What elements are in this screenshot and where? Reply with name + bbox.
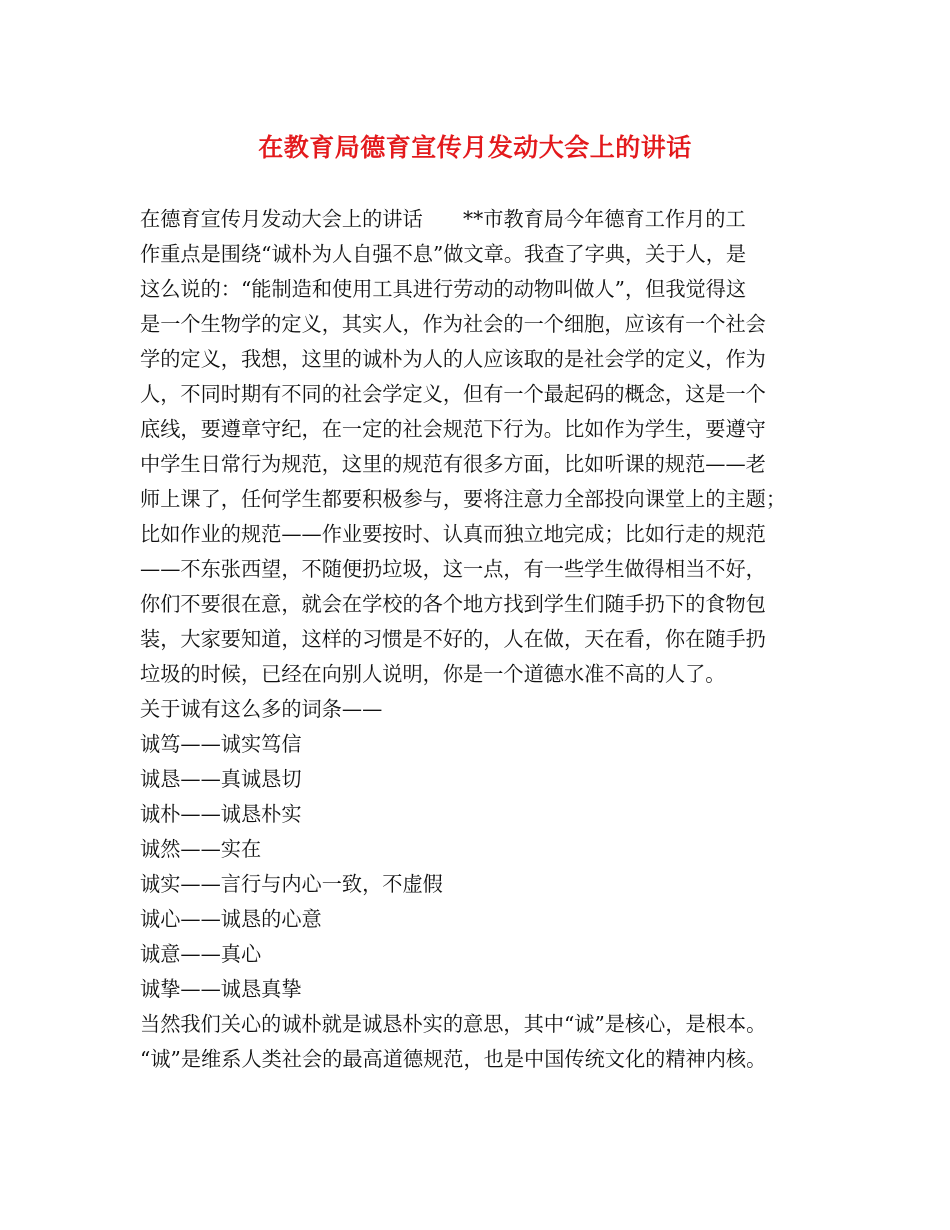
text-line: 作重点是围绕“诚朴为人自强不息”做文章。我查了字典，关于人，是	[140, 242, 747, 266]
document-body	[140, 202, 830, 1077]
text-line: 在德育宣传月发动大会上的讲话 **市教育局今年德育工作月的工	[140, 207, 746, 231]
paragraph-closing	[140, 1007, 830, 1077]
term-item: 诚笃——诚实笃信	[140, 732, 302, 756]
text-line: 中学生日常行为规范，这里的规范有很多方面，比如听课的规范——老	[140, 452, 766, 476]
text-line: 垃圾的时候，已经在向别人说明，你是一个道德水准不高的人了。	[140, 662, 726, 686]
text-line: 这么说的：“能制造和使用工具进行劳动的动物叫做人”，但我觉得这	[140, 277, 747, 301]
term-item: 诚实——言行与内心一致，不虚假	[140, 872, 443, 896]
text-line: 你们不要很在意，就会在学校的各个地方找到学生们随手扔下的食物包	[140, 592, 766, 616]
text-line: 底线，要遵章守纪，在一定的社会规范下行为。比如作为学生，要遵守	[140, 417, 766, 441]
text-line: 人，不同时期有不同的社会学定义，但有一个最起码的概念，这是一个	[140, 382, 766, 406]
term-item: 诚心——诚恳的心意	[140, 907, 322, 931]
text-line: “诚”是维系人类社会的最高道德规范，也是中国传统文化的精神内核。	[140, 1047, 767, 1071]
terms-intro	[140, 692, 830, 727]
text-line: 是一个生物学的定义，其实人，作为社会的一个细胞，应该有一个社会	[140, 312, 766, 336]
term-item: 诚朴——诚恳朴实	[140, 802, 302, 826]
terms-list	[140, 727, 830, 1007]
text-line: 学的定义，我想，这里的诚朴为人的人应该取的是社会学的定义，作为	[140, 347, 766, 371]
text-line: 师上课了，任何学生都要积极参与，要将注意力全部投向课堂上的主题；	[140, 487, 787, 511]
text-line: 比如作业的规范——作业要按时、认真而独立地完成；比如行走的规范	[140, 522, 766, 546]
text-line: ——不东张西望，不随便扔垃圾，这一点，有一些学生做得相当不好，	[140, 557, 766, 581]
text-line: 装，大家要知道，这样的习惯是不好的，人在做，天在看，你在随手扔	[140, 627, 766, 651]
term-item: 诚然——实在	[140, 837, 262, 861]
term-item: 诚恳——真诚恳切	[140, 767, 302, 791]
document-title: 在教育局德育宣传月发动大会上的讲话	[258, 133, 692, 162]
term-item: 诚挚——诚恳真挚	[140, 977, 302, 1001]
paragraph-speech-intro	[140, 202, 830, 692]
term-item: 诚意——真心	[140, 942, 262, 966]
terms-intro-line: 关于诚有这么多的词条——	[140, 697, 383, 721]
text-line: 当然我们关心的诚朴就是诚恳朴实的意思，其中“诚”是核心，是根本。	[140, 1012, 767, 1036]
